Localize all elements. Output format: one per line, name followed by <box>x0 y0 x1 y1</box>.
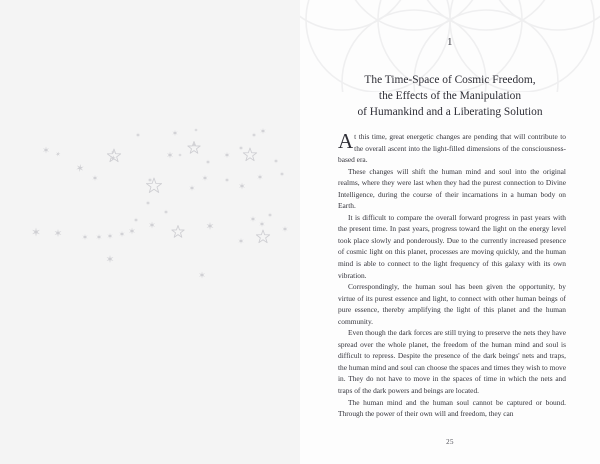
page-number: 25 <box>446 438 454 446</box>
paragraph <box>338 166 566 212</box>
star <box>202 175 207 181</box>
star <box>280 172 284 177</box>
paragraph-text: The human mind and the human soul cannot be captured or bound. Through the power of their own will and freedom, they can <box>338 397 566 419</box>
star <box>207 222 214 230</box>
star <box>167 152 173 159</box>
paragraph <box>338 327 566 396</box>
star <box>256 230 269 243</box>
body-text <box>338 131 566 420</box>
star <box>194 128 197 132</box>
paragraph <box>338 131 566 166</box>
paragraph-text: t this time, great energetic changes are pending that will contribute to the overall ascent into the light-filled dimensions of the consciousness-based era. <box>338 132 566 165</box>
star <box>259 221 264 227</box>
star <box>96 234 101 240</box>
paragraph-text: Correspondingly, the human soul has been given the opportunity, by virtue of its purest essence and light, to connect with other human beings of pure essence, thereby amplifying the light of this planet and the human community. <box>338 282 566 326</box>
star <box>164 210 168 215</box>
star <box>149 222 155 229</box>
star <box>224 152 229 158</box>
star <box>260 128 265 134</box>
star <box>172 226 184 238</box>
star <box>178 153 181 157</box>
star <box>43 147 49 154</box>
star <box>136 133 140 138</box>
star <box>148 178 152 183</box>
paragraph <box>338 281 566 327</box>
star <box>206 160 210 165</box>
star <box>199 272 205 279</box>
right-page <box>300 0 600 464</box>
chapter-number: 1 <box>447 36 453 48</box>
star <box>189 185 194 191</box>
star <box>239 183 245 190</box>
paragraph <box>338 397 566 420</box>
star <box>257 174 262 180</box>
star <box>282 226 287 232</box>
star <box>250 216 255 222</box>
paragraph-text: It is difficult to compare the overall forward progress in past years with the present time. In past years, progress toward the light on the energy level took place slowly and ponderously. Due to the currently increased presence of cosmic light on this planet, processes are moving quickly, and the human mind is able to connect to the light frequency of this galaxy with its own vibration. <box>338 212 566 280</box>
star <box>107 255 114 263</box>
star <box>239 146 243 151</box>
chapter-title-line-2: the Effects of the Manipulation <box>378 90 522 103</box>
star <box>119 231 124 237</box>
star <box>274 159 278 164</box>
paragraph-text: Even though the dark forces are still trying to preserve the nets they have spread over the whole planet, the freedom of the human mind and soul is difficult to repress. Despite the presence of the dark beings' nets and traps, the human mind and soul can choose the spaces and times they wish to move in. They do not have to move in the spaces of time in which the nets and traps of the dark powers and beings are located. <box>338 328 566 396</box>
star <box>92 175 97 181</box>
star <box>129 228 135 235</box>
star <box>134 218 138 223</box>
star <box>172 130 177 136</box>
star <box>55 229 62 237</box>
star <box>76 164 84 172</box>
star <box>82 234 87 240</box>
chapter-title-line-1: The Time-Space of Cosmic Freedom, <box>364 74 536 86</box>
paragraph <box>338 212 566 281</box>
star <box>146 178 161 192</box>
chapter-title <box>328 72 572 121</box>
star <box>268 213 272 218</box>
star <box>56 152 61 157</box>
star <box>146 201 150 206</box>
paragraph-text: These changes will shift the human mind and soul into the original realms, where they were last when they had the purest connection to Divine Intelligence, during the course of their incarnations in a human body on Earth. <box>338 166 566 211</box>
chapter-title-line-3: of Humankind and a Liberating Solution <box>357 106 543 119</box>
star <box>238 238 243 244</box>
drop-cap: A <box>338 129 354 153</box>
star <box>225 178 229 183</box>
star <box>107 233 112 239</box>
star <box>252 133 256 138</box>
star <box>32 228 40 237</box>
star <box>243 148 256 161</box>
